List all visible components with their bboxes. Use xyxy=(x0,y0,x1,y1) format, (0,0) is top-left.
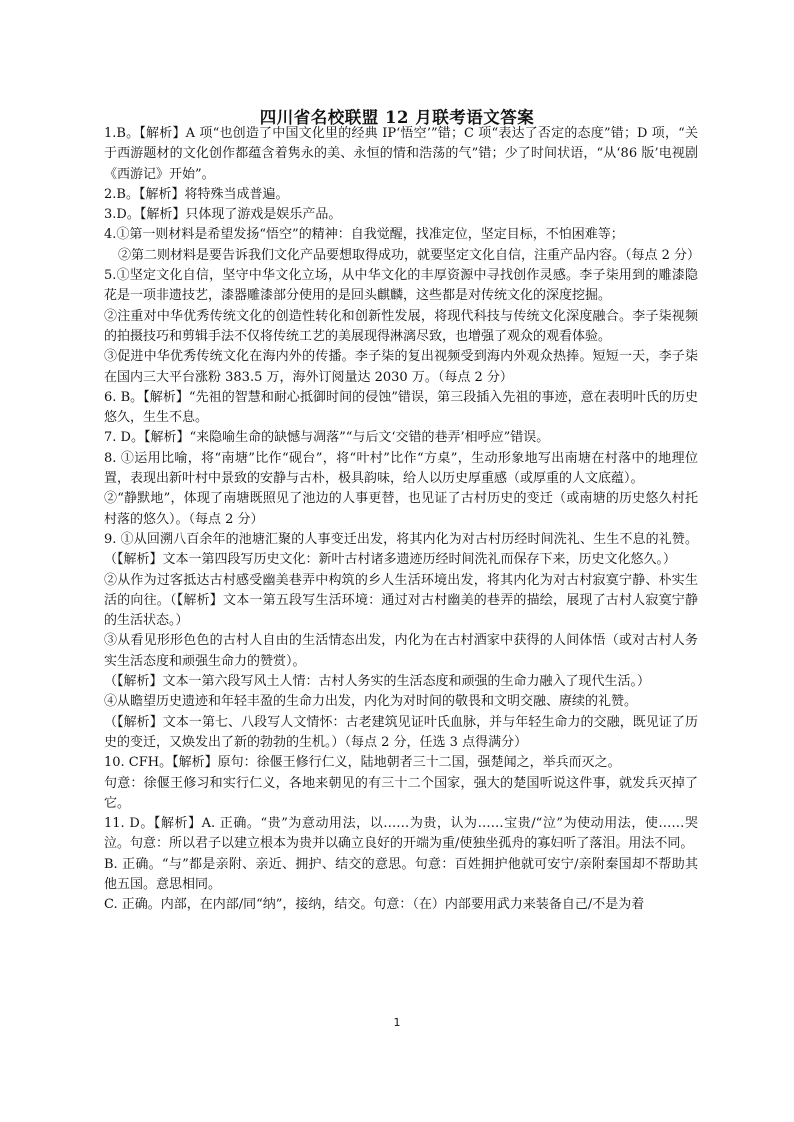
answer-9-point-3: ③从看见形形色色的古村人自由的生活情态出发，内化为在古村酒家中获得的人间体悟（或对古村人务实生活态度和顽强生命力的赞赏）。 xyxy=(104,633,698,669)
answer-6: 6. B。【解析】“先祖的智慧和耐心抵御时间的侵蚀”错误，第三段插入先祖的事迹，意在表明叶氏的历史悠久，生生不息。 xyxy=(104,389,698,426)
answer-9-point-4: ④从瞻望历史遗迹和年轻丰盈的生命力出发，内化为对时间的敬畏和文明交融、赓续的礼赞。 xyxy=(104,694,638,710)
document-title: 四川省名校联盟 12 月联考语文答案 xyxy=(259,108,535,127)
answer-9-point-4-analysis: （【解析】文本一第七、八段写人文情怀：古老建筑见证叶氏血脉，并与年轻生命力的交融，既见证了历史的变迁，又焕发出了新的勃勃的生机。）（每点 2 分，任选 3 点得满分） xyxy=(104,714,698,750)
answer-3: 3.D。【解析】只体现了游戏是娱乐产品。 xyxy=(104,207,342,223)
answer-5-point-2: ②注重对中华优秀传统文化的创造性转化和创新性发展，将现代科技与传统文化深度融合。李子柒视频的拍摄技巧和剪辑手法不仅将传统工艺的美展现得淋漓尽致，也增强了观众的观看体验。 xyxy=(104,308,698,344)
answer-8-point-1: 8. ①运用比喻，将“南塘”比作“砚台”，将“叶村”比作“方桌”，生动形象地写出南塘在村落中的地理位置，表现出新叶村中景致的安静与古朴，极具韵味，给人以历史厚重感（或厚重的人文底蕴）。 xyxy=(104,450,698,487)
answer-9-point-1: 9. ①从回溯八百余年的池塘汇聚的人事变迁出发，将其内化为对古村历经时间洗礼、生生不息的礼赞。（【解析】文本一第四段写历史文化：新叶古村诸多遗迹历经时间洗礼而保存下来，历史文化悠久。） xyxy=(104,531,698,568)
answer-11-option-c: C. 正确。内部，在内部/同“纳”，接纳，结交。句意：（在）内部要用武力来装备自己/不是为着 xyxy=(104,897,645,913)
answer-9-point-3-analysis: （【解析】文本一第六段写风土人情：古村人务实的生活态度和顽强的生命力融入了现代生活。） xyxy=(104,674,651,690)
answer-4-point-2: ②第二则材料是要告诉我们文化产品要想取得成功，就要坚定文化自信，注重产品内容。（每点 2 分） xyxy=(118,247,701,263)
document-body xyxy=(104,124,701,916)
answer-2: 2.B。【解析】将特殊当成普遍。 xyxy=(104,186,289,202)
answer-10-translation: 句意：徐偃王修习和实行仁义，各地来朝见的有三十二个国家，强大的楚国听说这件事，就发兵灭掉了它。 xyxy=(104,775,698,811)
answer-11: 11. D。【解析】A. 正确。“贵”为意动用法，以……为贵，认为……宝贵/“泣”为使动用法，使……哭泣。句意：所以君子以建立根本为贵并以确立良好的开端为重/使独坐孤舟的寡妇听了落泪。用法不同。 xyxy=(104,816,698,852)
answer-9-point-2: ②从作为过客抵达古村感受幽美巷弄中构筑的乡人生活环境出发，将其内化为对古村寂寞宁静、朴实生活的向往。（【解析】文本一第五段写生活环境：通过对古村幽美的巷弄的描绘，展现了古村人寂寞宁静的生活状态。） xyxy=(104,572,698,629)
answer-10: 10. CFH。【解析】原句：徐偃王修行仁义，陆地朝者三十二国，强楚闻之，举兵而灭之。 xyxy=(104,755,621,771)
answer-11-option-b: B. 正确。“与”都是亲附、亲近、拥护、结交的意思。句意：百姓拥护他就可安宁/亲附秦国却不帮助其他五国。意思相同。 xyxy=(104,856,698,892)
answer-5-point-3: ③促进中华优秀传统文化在海内外的传播。李子柒的复出视频受到海内外观众热捧。短短一天，李子柒在国内三大平台涨粉 383.5 万，海外订阅量达 2030 万。（每点 2 分） xyxy=(104,349,698,385)
answer-7: 7. D。【解析】“来隐喻生命的缺憾与凋落”“与后文‘交错的巷弄’相呼应”错误。 xyxy=(104,430,550,446)
answer-8-point-2: ②“静默地”，体现了南塘既照见了池边的人事更替，也见证了古村历史的变迁（或南塘的历史悠久村托村落的悠久）。（每点 2 分） xyxy=(104,491,698,527)
answer-5-point-1: 5.①坚定文化自信，坚守中华文化立场，从中华文化的丰厚资源中寻找创作灵感。李子柒用到的雕漆隐花是一项非遗技艺，漆器雕漆部分使用的是回头麒麟，这些都是对传统文化的深度挖掘。 xyxy=(104,268,698,304)
answer-1: 1.B。【解析】A 项“也创造了中国文化里的经典 IP‘悟空’”错；C 项“表达了否定的态度”错；D 项，“关于西游题材的文化创作都蕴含着隽永的美、永恒的情和浩荡的气”错；少了时间状语，“从‘86 版’电视剧《西游记》开始”。 xyxy=(104,126,698,182)
answer-4-point-1: 4.①第一则材料是希望发扬“悟空”的精神：自我觉醒，找准定位，坚定目标，不怕困难等； xyxy=(104,227,624,243)
page-number: 1 xyxy=(393,1016,401,1029)
